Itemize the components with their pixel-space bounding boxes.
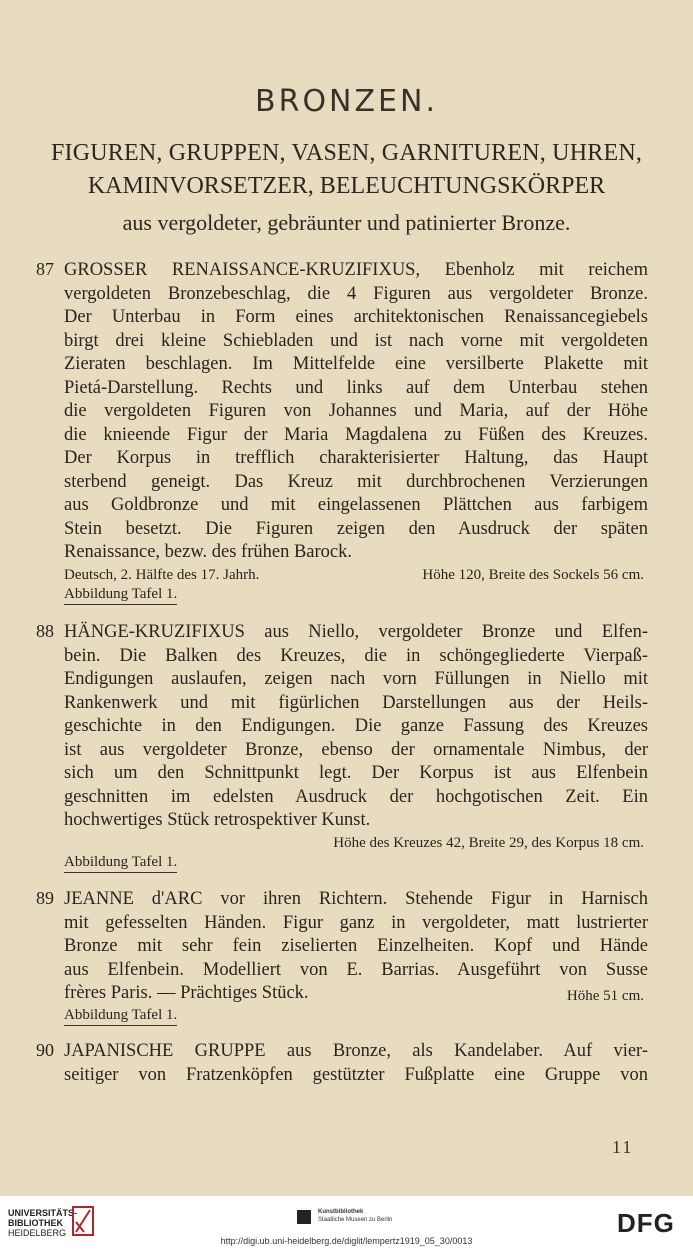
entry-description [64, 888, 648, 1026]
entry-line: Endigungen auslaufen, zeigen nach vorn Füllungen in Niello mit [64, 669, 648, 689]
entry-line: Renaissance, bezw. des frühen Barock. [64, 542, 353, 562]
kb-name-line: Staatliche Museen zu Berlin [318, 1217, 393, 1223]
entry-line: hochwertiges Stück retrospektiver Kunst. [64, 810, 371, 830]
entry-line: sich um den Schnittpunkt legt. Der Korpus ist aus Elfenbein [64, 763, 648, 783]
entry-line: ist aus vergoldeter Bronze, ebenso der ornamentale Nimbus, der [64, 739, 648, 760]
ub-heidelberg-logo-icon [72, 1206, 94, 1236]
entry-line: HÄNGE-KRUZIFIXUS aus Niello, vergoldeter Bronze und Elfen- [64, 622, 648, 642]
entry-dimensions: Höhe des Kreuzes 42, Breite 29, des Korpus 18 cm. [333, 834, 644, 851]
entry-line: GROSSER RENAISSANCE-KRUZIFIXUS, Ebenholz mit reichem [64, 260, 648, 280]
entry-line: bein. Die Balken des Kreuzes, die in schöngegliederte Vierpaß- [64, 645, 648, 666]
entry-number: 87 [36, 259, 54, 279]
kunstbibliothek-logo-icon [297, 1210, 311, 1224]
entry-line: Stein besetzt. Die Figuren zeigen den Ausdruck der späten [64, 518, 648, 539]
entry-number: 89 [36, 888, 54, 908]
kunstbibliothek-name [318, 1208, 392, 1224]
entry-line: sterbend geneigt. Das Kreuz mit durchbrochenen Verzierungen [64, 471, 648, 492]
entry-line: Pietá-Darstellung. Rechts und links auf dem Unterbau stehen [64, 377, 648, 398]
page-number: 11 [612, 1137, 634, 1157]
entry-description [64, 259, 648, 605]
entry-line: vergoldeten Bronzebeschlag, die 4 Figuren aus vergoldeter Bronze. [64, 283, 648, 304]
entry-line: Der Korpus in trefflich charakterisierter Haltung, das Haupt [64, 448, 648, 468]
entry-dimensions: Höhe 120, Breite des Sockels 56 cm. [422, 566, 644, 583]
entry-meta [64, 833, 648, 853]
entry-number: 88 [36, 621, 54, 641]
catalog-entry-90 [36, 1040, 648, 1087]
entry-line: JEANNE d'ARC vor ihren Richtern. Stehende Figur in Harnisch [64, 889, 648, 909]
entry-line: die vergoldeten Figuren von Johannes und Maria, auf der Höhe [64, 401, 648, 421]
footer-bar [0, 1196, 693, 1250]
entry-dimensions: Höhe 51 cm. [566, 988, 644, 1004]
entry-line: Rankenwerk und mit figürlichen Darstellungen aus der Heils- [64, 692, 648, 713]
entry-number: 90 [36, 1040, 54, 1060]
kb-name-line: Kunstbibliothek [318, 1209, 364, 1215]
source-url-link[interactable]: http://digi.ub.uni-heidelberg.de/diglit/lempertz1919_05_30/0013 [220, 1236, 473, 1246]
category-subtitle-3: aus vergoldeter, gebräunter und patinierter Bronze. [122, 210, 571, 235]
library-name-line: HEIDELBERG [8, 1228, 67, 1238]
catalog-entry-89 [36, 888, 648, 1026]
entry-description [64, 621, 648, 873]
entry-last-line-row [64, 982, 648, 1006]
entry-line: aus Elfenbein. Modelliert von E. Barrias. Ausgeführt von Susse [64, 959, 648, 980]
plate-reference: Abbildung Tafel 1. [64, 853, 177, 873]
entry-line: Bronze mit sehr fein ziselierten Einzelheiten. Kopf und Hände [64, 936, 648, 956]
plate-reference: Abbildung Tafel 1. [64, 1006, 177, 1026]
entry-description [64, 1040, 648, 1087]
entry-origin: Deutsch, 2. Hälfte des 17. Jahrh. [64, 566, 260, 583]
entry-line: JAPANISCHE GRUPPE aus Bronze, als Kandelaber. Auf vier- [64, 1041, 648, 1061]
entry-line: geschnitten im edelsten Ausdruck der hochgotischen Zeit. Ein [64, 786, 648, 807]
library-name [8, 1208, 77, 1238]
entry-line: frères Paris. — Prächtiges Stück. [64, 983, 309, 1003]
catalog-entry-88 [36, 621, 648, 873]
plate-reference: Abbildung Tafel 1. [64, 585, 177, 605]
category-subtitle-1: FIGUREN, GRUPPEN, VASEN, GARNITUREN, UHREN, [50, 140, 643, 166]
library-name-line: UNIVERSITÄTS- [8, 1208, 78, 1218]
category-subtitle-2: KAMINVORSETZER, BELEUCHTUNGSKÖRPER [87, 173, 606, 199]
entry-line: geschichte in den Endigungen. Die ganze Fassung des Kreuzes [64, 716, 648, 736]
catalog-entry-87 [36, 259, 648, 605]
page-title: BRONZEN. [255, 84, 438, 119]
entry-line: birgt drei kleine Schiebladen und ist nach vorne mit vergoldeten [64, 330, 648, 351]
entry-line: Der Unterbau in Form eines architektonischen Renaissancegiebels [64, 307, 648, 327]
library-name-line: BIBLIOTHEK [8, 1218, 63, 1228]
entry-line: Zieraten beschlagen. Im Mittelfelde eine versilberte Plakette mit [64, 354, 648, 374]
entry-line: mit gefesselten Händen. Figur ganz in vergoldeter, matt lustrierter [64, 912, 648, 933]
entry-line: aus Goldbronze und mit eingelassenen Plättchen aus farbigem [64, 495, 648, 515]
entry-line: seitiger von Fratzenköpfen gestützter Fußplatte eine Gruppe von [64, 1064, 648, 1085]
entry-meta [64, 565, 648, 585]
dfg-logo: DFG [617, 1208, 675, 1238]
entry-line: die knieende Figur der Maria Magdalena zu Füßen des Kreuzes. [64, 424, 648, 445]
